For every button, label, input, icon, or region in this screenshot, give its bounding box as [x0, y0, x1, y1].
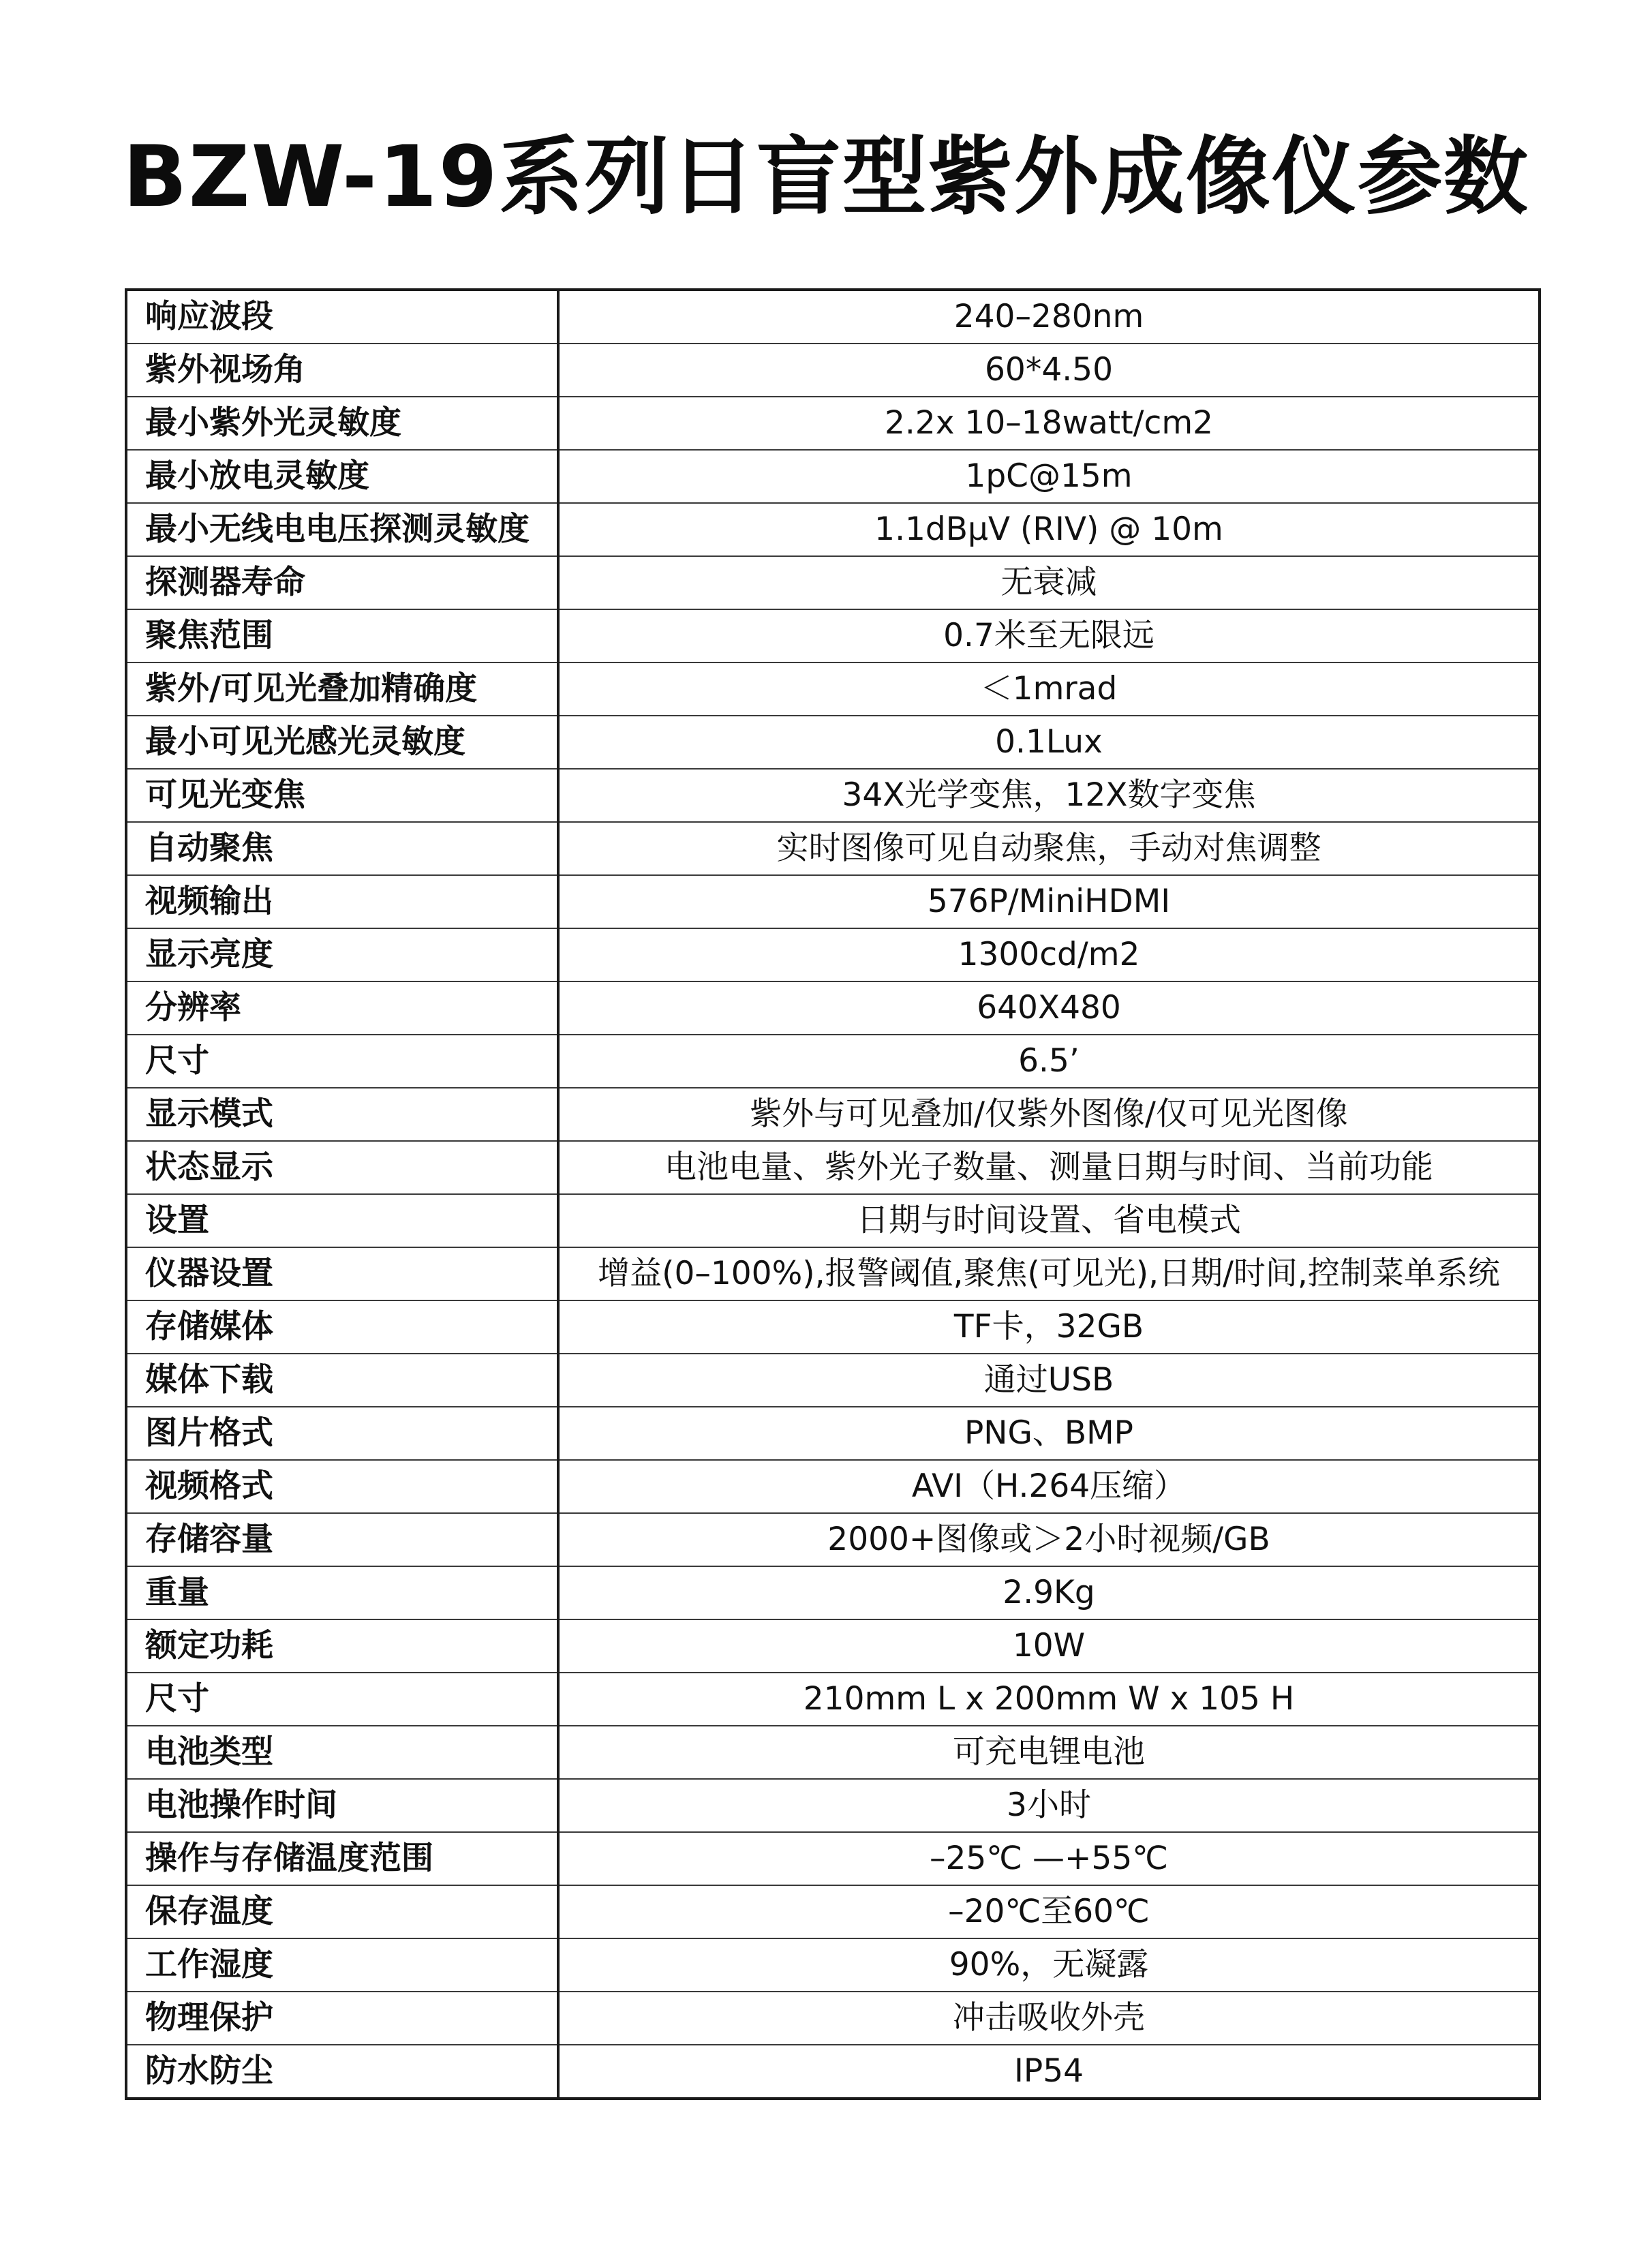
spec-value: TF卡，32GB [558, 1300, 1540, 1354]
spec-label: 紫外视场角 [126, 344, 558, 397]
spec-label: 媒体下载 [126, 1354, 558, 1407]
spec-label: 最小紫外光灵敏度 [126, 397, 558, 450]
spec-value: 增益(0–100%),报警阈值,聚焦(可见光),日期/时间,控制菜单系统 [558, 1247, 1540, 1300]
spec-label: 显示亮度 [126, 928, 558, 981]
table-row [126, 981, 1540, 1035]
spec-label: 状态显示 [126, 1141, 558, 1194]
spec-label: 显示模式 [126, 1088, 558, 1141]
spec-value: 10W [558, 1619, 1540, 1673]
spec-value: 1.1dBμV (RIV) @ 10m [558, 503, 1540, 556]
table-row [126, 1832, 1540, 1885]
table-row [126, 1141, 1540, 1194]
table-row [126, 1035, 1540, 1088]
spec-label: 自动聚焦 [126, 822, 558, 875]
table-row [126, 1088, 1540, 1141]
spec-table-body [126, 290, 1540, 2099]
table-row [126, 716, 1540, 769]
spec-label: 额定功耗 [126, 1619, 558, 1673]
spec-value: 通过USB [558, 1354, 1540, 1407]
spec-value: 0.7米至无限远 [558, 609, 1540, 663]
table-row [126, 1194, 1540, 1247]
spec-value: ＜1mrad [558, 663, 1540, 716]
table-row [126, 1992, 1540, 2045]
table-row [126, 928, 1540, 981]
table-row [126, 1885, 1540, 1938]
table-row [126, 663, 1540, 716]
table-row [126, 1407, 1540, 1460]
spec-value: 1300cd/m2 [558, 928, 1540, 981]
table-row [126, 556, 1540, 609]
page-title: BZW-19系列日盲型紫外成像仪参数 [123, 128, 1529, 226]
spec-label: 最小放电灵敏度 [126, 450, 558, 503]
spec-label: 重量 [126, 1566, 558, 1619]
spec-value: 2.2x 10–18watt/cm2 [558, 397, 1540, 450]
spec-label: 最小无线电电压探测灵敏度 [126, 503, 558, 556]
spec-label: 仪器设置 [126, 1247, 558, 1300]
spec-label: 分辨率 [126, 981, 558, 1035]
spec-value: 0.1Lux [558, 716, 1540, 769]
table-row [126, 769, 1540, 822]
spec-label: 尺寸 [126, 1035, 558, 1088]
table-row [126, 397, 1540, 450]
spec-label: 聚焦范围 [126, 609, 558, 663]
table-row [126, 1460, 1540, 1513]
spec-label: 防水防尘 [126, 2045, 558, 2099]
spec-label: 可见光变焦 [126, 769, 558, 822]
spec-value: 34X光学变焦，12X数字变焦 [558, 769, 1540, 822]
spec-label: 工作湿度 [126, 1938, 558, 1992]
spec-value: 90%，无凝露 [558, 1938, 1540, 1992]
table-row [126, 450, 1540, 503]
spec-value: 实时图像可见自动聚焦，手动对焦调整 [558, 822, 1540, 875]
spec-value: 210mm L x 200mm W x 105 H [558, 1673, 1540, 1726]
table-row [126, 1779, 1540, 1832]
table-row [126, 1566, 1540, 1619]
spec-value: PNG、BMP [558, 1407, 1540, 1460]
table-row [126, 1354, 1540, 1407]
table-row [126, 1247, 1540, 1300]
spec-value: 2.9Kg [558, 1566, 1540, 1619]
spec-label: 探测器寿命 [126, 556, 558, 609]
spec-value: 电池电量、紫外光子数量、测量日期与时间、当前功能 [558, 1141, 1540, 1194]
table-row [126, 609, 1540, 663]
table-row [126, 1513, 1540, 1566]
table-row [126, 1673, 1540, 1726]
spec-value: 无衰减 [558, 556, 1540, 609]
spec-value: 240–280nm [558, 290, 1540, 344]
spec-value: 冲击吸收外壳 [558, 1992, 1540, 2045]
spec-value: 3小时 [558, 1779, 1540, 1832]
spec-value: 6.5’ [558, 1035, 1540, 1088]
spec-label: 视频格式 [126, 1460, 558, 1513]
spec-value: 可充电锂电池 [558, 1726, 1540, 1779]
spec-label: 图片格式 [126, 1407, 558, 1460]
spec-value: AVI（H.264压缩） [558, 1460, 1540, 1513]
spec-value: 紫外与可见叠加/仅紫外图像/仅可见光图像 [558, 1088, 1540, 1141]
table-row [126, 290, 1540, 344]
table-row [126, 2045, 1540, 2099]
table-row [126, 344, 1540, 397]
table-row [126, 1938, 1540, 1992]
spec-label: 电池类型 [126, 1726, 558, 1779]
spec-value: 640X480 [558, 981, 1540, 1035]
spec-value: 2000+图像或＞2小时视频/GB [558, 1513, 1540, 1566]
spec-table [125, 288, 1541, 2100]
spec-label: 操作与存储温度范围 [126, 1832, 558, 1885]
spec-label: 保存温度 [126, 1885, 558, 1938]
spec-value: 日期与时间设置、省电模式 [558, 1194, 1540, 1247]
table-row [126, 875, 1540, 928]
spec-value: IP54 [558, 2045, 1540, 2099]
spec-label: 最小可见光感光灵敏度 [126, 716, 558, 769]
spec-value: 576P/MiniHDMI [558, 875, 1540, 928]
spec-label: 存储容量 [126, 1513, 558, 1566]
table-row [126, 822, 1540, 875]
spec-value: 60*4.50 [558, 344, 1540, 397]
spec-label: 响应波段 [126, 290, 558, 344]
spec-label: 设置 [126, 1194, 558, 1247]
spec-value: 1pC@15m [558, 450, 1540, 503]
spec-label: 紫外/可见光叠加精确度 [126, 663, 558, 716]
table-row [126, 1726, 1540, 1779]
table-row [126, 503, 1540, 556]
spec-label: 物理保护 [126, 1992, 558, 2045]
spec-value: –25℃ —+55℃ [558, 1832, 1540, 1885]
spec-label: 视频输出 [126, 875, 558, 928]
spec-value: –20℃至60℃ [558, 1885, 1540, 1938]
table-row [126, 1619, 1540, 1673]
table-row [126, 1300, 1540, 1354]
spec-label: 电池操作时间 [126, 1779, 558, 1832]
spec-label: 尺寸 [126, 1673, 558, 1726]
spec-label: 存储媒体 [126, 1300, 558, 1354]
